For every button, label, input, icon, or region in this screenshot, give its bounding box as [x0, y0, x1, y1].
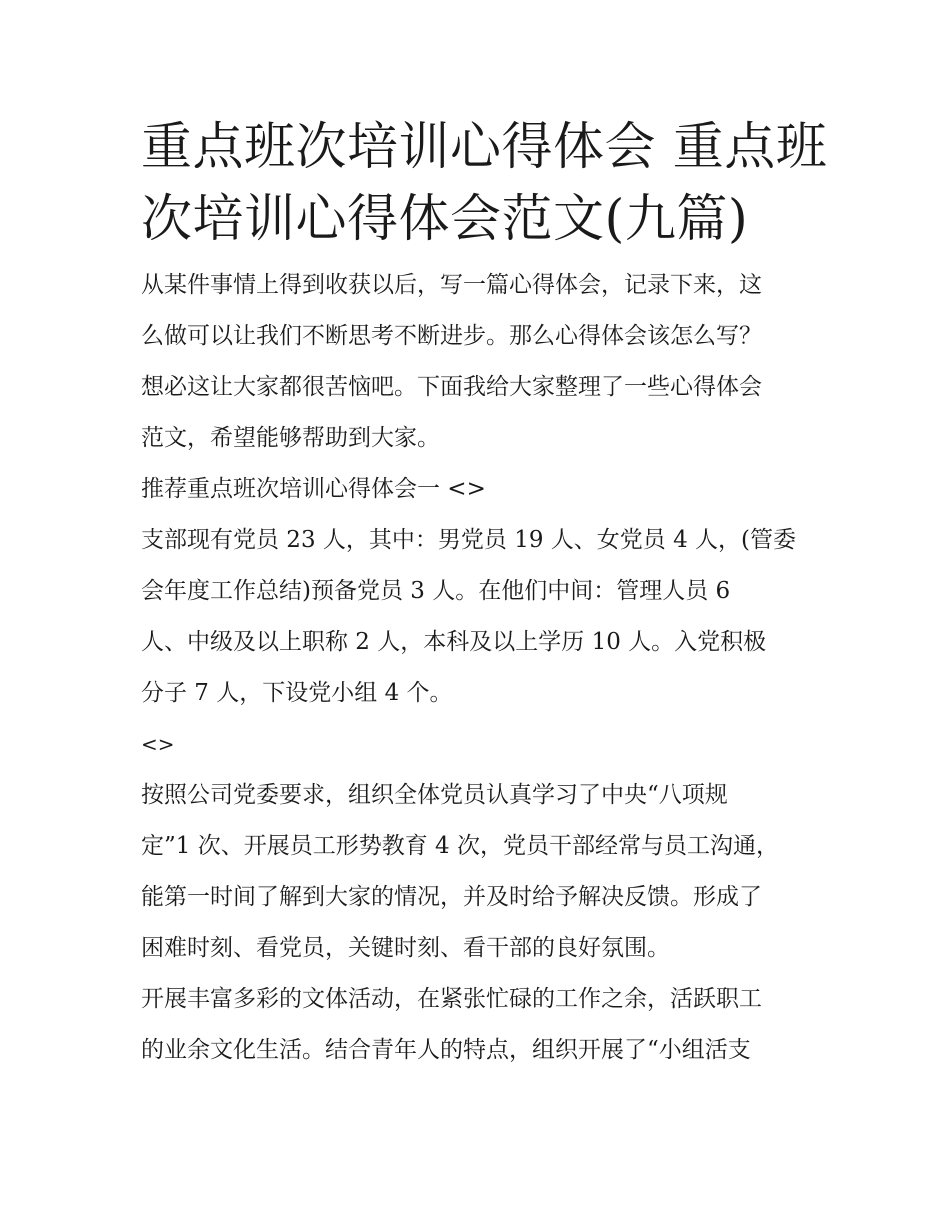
text-line: 按照公司党委要求，组织全体党员认真学习了中央“八项规: [141, 782, 728, 808]
section-heading-text: 推荐重点班次培训心得体会一 <>: [141, 476, 486, 502]
marker-text: <>: [141, 732, 175, 756]
text-line: 范文，希望能够帮助到大家。: [141, 425, 440, 451]
body-paragraph-2: [141, 770, 813, 974]
body-paragraph-3: [141, 974, 813, 1076]
text-line: 困难时刻、看党员，关键时刻、看干部的良好氛围。: [141, 935, 670, 961]
title-line: 重点班次培训心得体会 重点班: [141, 118, 828, 177]
document-title: [141, 112, 828, 256]
text-line: 支部现有党员 23 人，其中：男党员 19 人、女党员 4 人，(管委: [141, 527, 797, 553]
text-line: 开展丰富多彩的文体活动，在紧张忙碌的工作之余，活跃职工: [141, 986, 762, 1012]
text-line: 能第一时间了解到大家的情况，并及时给予解决反馈。形成了: [141, 884, 762, 910]
body-paragraph-1: [141, 515, 813, 719]
section-heading: [141, 464, 813, 515]
document-page: [141, 112, 828, 1076]
text-line: 么做可以让我们不断思考不断进步。那么心得体会该怎么写？: [141, 323, 762, 349]
text-line: 定”1 次、开展员工形势教育 4 次，党员干部经常与员工沟通，: [141, 833, 779, 859]
text-line: 会年度工作总结)预备党员 3 人。在他们中间：管理人员 6: [141, 578, 731, 604]
text-line: 从某件事情上得到收获以后，写一篇心得体会，记录下来，这: [141, 272, 762, 298]
text-line: 的业余文化生活。结合青年人的特点，组织开展了“小组活支: [141, 1037, 751, 1063]
marker-line: [141, 719, 813, 770]
title-line: 次培训心得体会范文(九篇): [141, 190, 749, 249]
text-line: 人、中级及以上职称 2 人，本科及以上学历 10 人。入党积极: [141, 629, 767, 655]
text-line: 想必这让大家都很苦恼吧。下面我给大家整理了一些心得体会: [141, 374, 762, 400]
text-line: 分子 7 人，下设党小组 4 个。: [141, 680, 453, 706]
intro-paragraph: [141, 260, 813, 464]
